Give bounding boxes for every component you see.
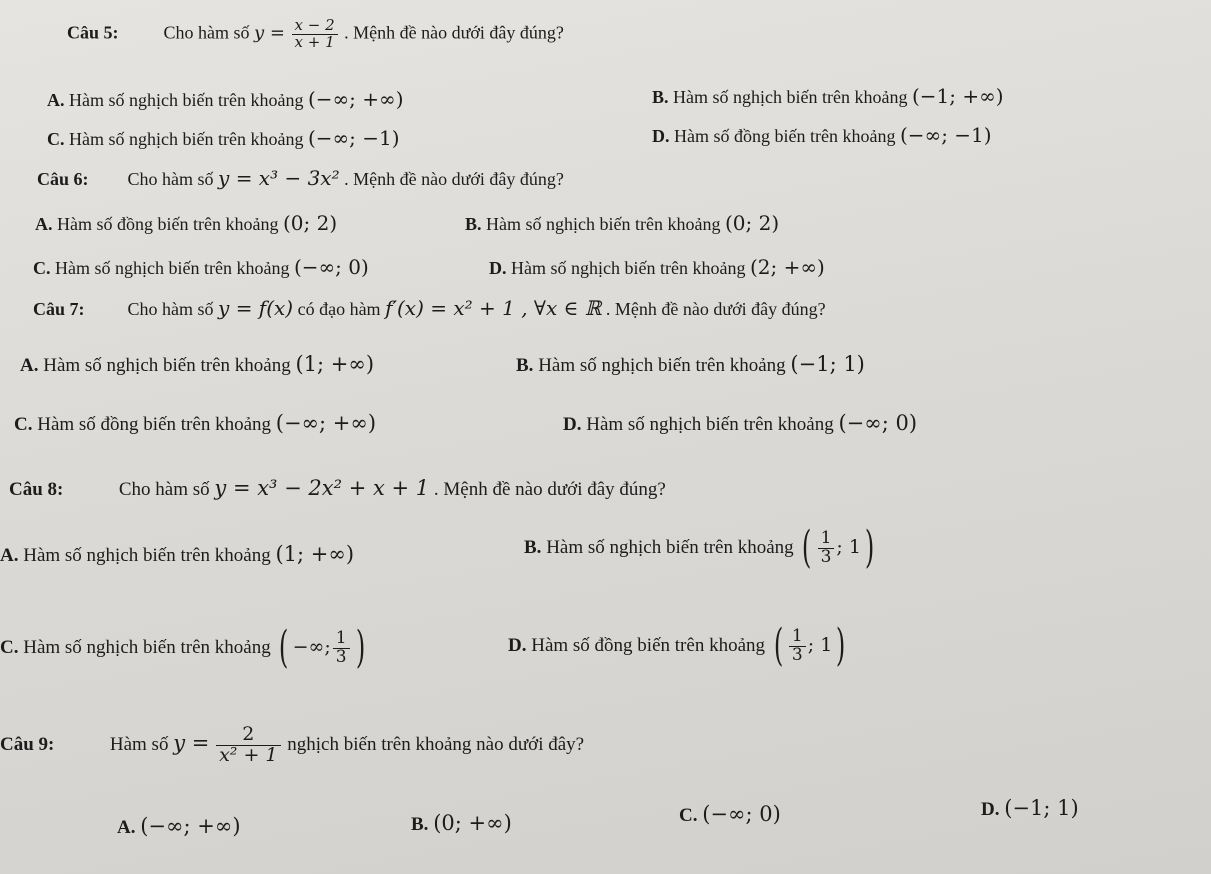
question-5-label: Câu 5: (67, 22, 119, 43)
q8-option-a-label: A. (0, 545, 19, 566)
q9-option-c-math: (−∞; 0) (702, 802, 781, 826)
q7-option-a-text: Hàm số nghịch biến trên khoảng (43, 355, 291, 376)
q6-option-b-math: (0; 2) (724, 211, 780, 235)
q5-option-a-math: (−∞; +∞) (307, 87, 404, 111)
q5-option-b-text: Hàm số nghịch biến trên khoảng (673, 87, 908, 107)
question-5-func: y = (254, 22, 286, 44)
q9-option-a-label: A. (117, 817, 136, 838)
q8-option-b-after: ; 1 (836, 536, 861, 558)
question-6-tail: . Mệnh đề nào dưới đây đúng? (344, 169, 564, 189)
q5-option-c-math: (−∞; −1) (307, 126, 400, 150)
question-5-numerator: x − 2 (292, 18, 338, 35)
q8-option-d-math (770, 620, 850, 671)
q9-option-a-math: (−∞; +∞) (140, 814, 241, 838)
q7-option-c[interactable] (14, 410, 376, 438)
question-9-tail: nghịch biến trên khoảng nào dưới đây? (287, 733, 585, 755)
q6-option-b-text: Hàm số nghịch biến trên khoảng (486, 214, 721, 234)
q7-option-b[interactable] (516, 351, 865, 379)
close-paren-icon: ) (836, 620, 846, 671)
q8-option-d-numerator: 1 (789, 628, 806, 647)
question-7-func: y = f(x) (218, 296, 294, 320)
question-8-lead: Cho hàm số (118, 479, 210, 500)
q8-option-c-text: Hàm số nghịch biến trên khoảng (23, 637, 271, 658)
question-7-tail: . Mệnh đề nào dưới đây đúng? (605, 299, 826, 319)
q5-option-b[interactable] (652, 83, 1004, 109)
open-paren-icon: ( (773, 620, 784, 671)
question-6-lead: Cho hàm số (127, 169, 214, 189)
q7-option-a[interactable] (20, 351, 374, 379)
q9-option-c[interactable] (679, 801, 781, 829)
question-9-lead: Hàm số (109, 733, 169, 755)
question-5-tail: . Mệnh đề nào dưới đây đúng? (344, 22, 564, 43)
q5-option-d-math: (−∞; −1) (899, 123, 992, 147)
q6-option-a-text: Hàm số đồng biến trên khoảng (57, 214, 279, 234)
q8-option-b-denominator: 3 (820, 546, 832, 567)
q7-option-d[interactable] (563, 410, 917, 438)
q7-option-b-text: Hàm số nghịch biến trên khoảng (538, 355, 786, 376)
q8-option-b-math (798, 522, 878, 573)
q5-option-b-label: B. (652, 87, 669, 107)
question-7-label: Câu 7: (33, 299, 85, 319)
open-paren-icon: ( (279, 622, 289, 673)
q7-option-a-math: (1; +∞) (295, 352, 375, 376)
question-7-lead: Cho hàm số (127, 299, 214, 319)
q9-option-d[interactable] (981, 795, 1079, 823)
q5-option-d-text: Hàm số đồng biến trên khoảng (674, 126, 896, 146)
question-6-func: y = x³ − 3x² (218, 166, 340, 190)
question-9-denominator: x² + 1 (219, 743, 278, 766)
q7-option-c-label: C. (14, 414, 33, 435)
q8-option-d-fraction (789, 625, 806, 665)
q8-option-c-fraction (333, 627, 350, 667)
q7-option-c-text: Hàm số đồng biến trên khoảng (37, 414, 271, 435)
q7-option-d-math: (−∞; 0) (838, 411, 918, 435)
q7-option-a-label: A. (20, 355, 39, 376)
q6-option-d[interactable] (489, 254, 825, 280)
q8-option-c-denominator: 3 (335, 646, 347, 667)
q9-option-d-label: D. (981, 799, 1000, 820)
question-9-func: y = (173, 730, 210, 755)
question-9-numerator: 2 (216, 725, 280, 746)
q5-option-a[interactable] (47, 86, 404, 112)
q5-option-a-label: A. (47, 90, 65, 110)
question-9-fraction (216, 725, 280, 766)
question-7-mid: có đạo hàm (297, 299, 381, 319)
q8-option-c[interactable] (0, 622, 369, 673)
question-9-label: Câu 9: (0, 733, 55, 755)
question-7-derivative: f′(x) = x² + 1 , ∀x ∈ ℝ (385, 296, 602, 320)
q8-option-d-text: Hàm số đồng biến trên khoảng (531, 635, 765, 656)
q7-option-b-math: (−1; 1) (790, 352, 865, 376)
question-5-denominator: x + 1 (294, 32, 335, 51)
q9-option-d-math: (−1; 1) (1004, 796, 1079, 820)
q8-option-b-numerator: 1 (818, 530, 835, 549)
q9-option-b-label: B. (411, 814, 429, 835)
q5-option-a-text: Hàm số nghịch biến trên khoảng (69, 90, 304, 110)
open-paren-icon: ( (802, 522, 812, 573)
q8-option-b-label: B. (524, 537, 542, 558)
q8-option-c-numerator: 1 (333, 630, 350, 649)
q8-option-b[interactable] (524, 522, 878, 573)
q8-option-c-before: −∞; (292, 636, 331, 658)
q7-option-d-text: Hàm số nghịch biến trên khoảng (586, 414, 834, 435)
q9-option-b[interactable] (411, 810, 512, 838)
q5-option-b-math: (−1; +∞) (911, 84, 1004, 108)
q8-option-d-after: ; 1 (807, 634, 833, 656)
question-8-stem (9, 475, 666, 503)
close-paren-icon: ) (355, 622, 365, 673)
q8-option-c-label: C. (0, 637, 19, 658)
question-7-stem (33, 295, 826, 321)
q6-option-c-math: (−∞; 0) (293, 255, 369, 279)
question-9-stem (0, 725, 584, 766)
question-5-stem (67, 18, 564, 51)
question-5-fraction (292, 18, 338, 51)
q9-option-b-math: (0; +∞) (433, 811, 512, 835)
q6-option-a-label: A. (35, 214, 53, 234)
q6-option-d-label: D. (489, 258, 507, 278)
question-8-label: Câu 8: (9, 479, 64, 500)
q6-option-c[interactable] (33, 254, 369, 280)
q8-option-a[interactable] (0, 541, 354, 569)
q6-option-c-label: C. (33, 258, 51, 278)
question-8-tail: . Mệnh đề nào dưới đây đúng? (433, 479, 666, 500)
question-8-func: y = x³ − 2x² + x + 1 (214, 476, 430, 500)
q5-option-c[interactable] (47, 125, 400, 151)
q7-option-c-math: (−∞; +∞) (275, 411, 377, 435)
q5-option-d-label: D. (652, 126, 670, 146)
q5-option-d[interactable] (652, 122, 992, 148)
q6-option-d-math: (2; +∞) (749, 255, 825, 279)
q8-option-d[interactable] (508, 620, 849, 671)
q8-option-c-math (275, 622, 368, 673)
q8-option-d-denominator: 3 (791, 644, 803, 665)
q8-option-b-fraction (818, 527, 835, 567)
question-6-stem (37, 165, 564, 191)
q6-option-d-text: Hàm số nghịch biến trên khoảng (511, 258, 746, 278)
q6-option-b-label: B. (465, 214, 482, 234)
q5-option-c-label: C. (47, 129, 65, 149)
q8-option-a-math: (1; +∞) (275, 542, 355, 566)
q6-option-a-math: (0; 2) (282, 211, 338, 235)
q8-option-a-text: Hàm số nghịch biến trên khoảng (23, 545, 271, 566)
q6-option-a[interactable] (35, 210, 337, 236)
q6-option-c-text: Hàm số nghịch biến trên khoảng (55, 258, 290, 278)
q9-option-a[interactable] (117, 813, 241, 841)
close-paren-icon: ) (864, 522, 875, 573)
question-6-label: Câu 6: (37, 169, 89, 189)
q7-option-b-label: B. (516, 355, 534, 376)
question-5-lead: Cho hàm số (163, 22, 250, 43)
q8-option-b-text: Hàm số nghịch biến trên khoảng (546, 537, 794, 558)
q5-option-c-text: Hàm số nghịch biến trên khoảng (69, 129, 304, 149)
q8-option-d-label: D. (508, 635, 527, 656)
q7-option-d-label: D. (563, 414, 582, 435)
q9-option-c-label: C. (679, 805, 698, 826)
q6-option-b[interactable] (465, 210, 779, 236)
